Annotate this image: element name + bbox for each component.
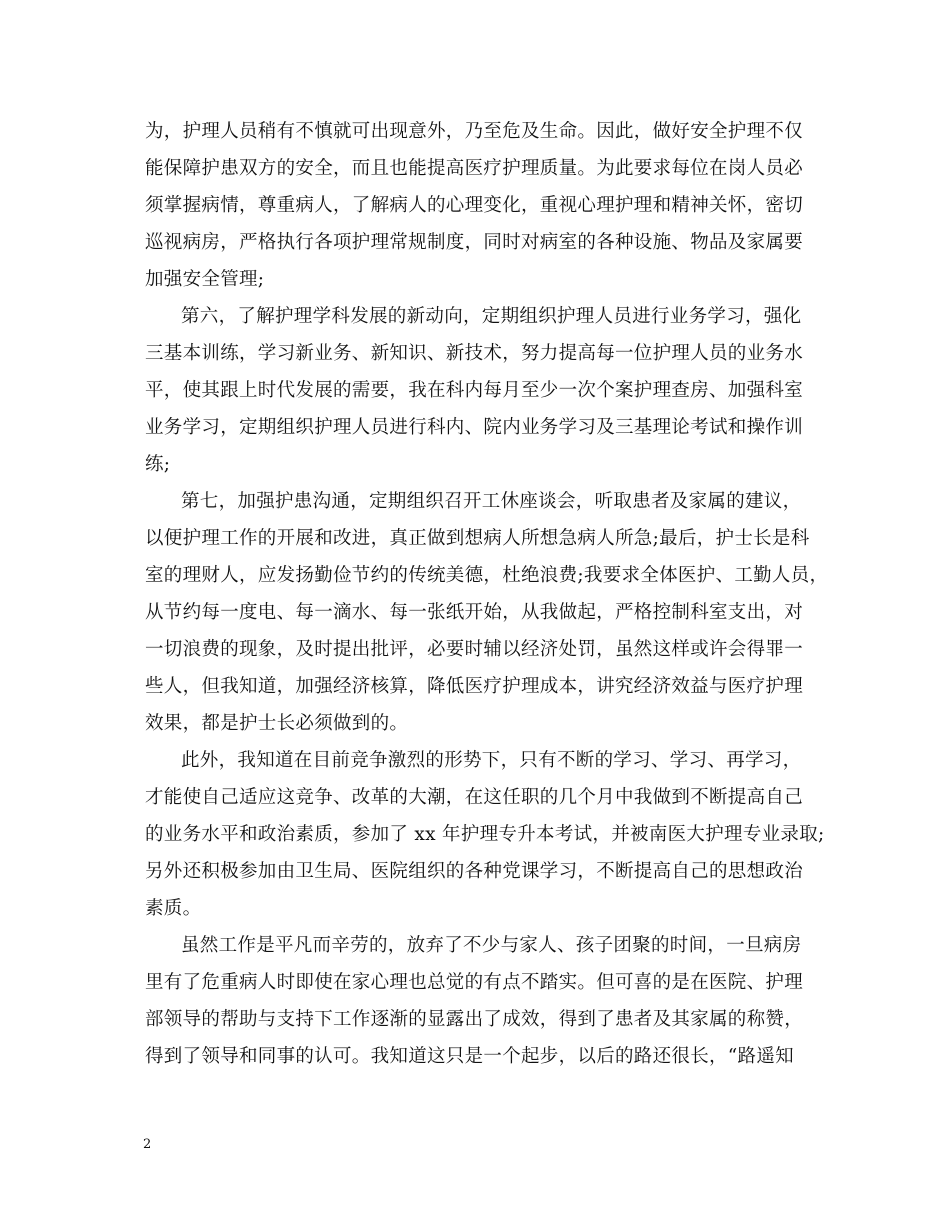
text-line: 平，使其跟上时代发展的需要，我在科内每月至少一次个案护理查房、加强科室 [145, 380, 804, 401]
text-line: 室的理财人，应发扬勤俭节约的传统美德，杜绝浪费;我要求全体医护、工勤人员， [145, 565, 829, 586]
text-line: 巡视病房，严格执行各项护理常规制度，同时对病室的各种设施、物品及家属要 [145, 232, 804, 253]
text-line: 须掌握病情，尊重病人，了解病人的心理变化，重视心理护理和精神关怀，密切 [145, 195, 804, 216]
text-line: 以便护理工作的开展和改进，真正做到想病人所想急病人所急;最后，护士长是科 [145, 528, 810, 549]
text-line: 能保障护患双方的安全，而且也能提高医疗护理质量。为此要求每位在岗人员必 [145, 158, 804, 179]
paragraph-start-line: 第七，加强护患沟通，定期组织召开工休座谈会，听取患者及家属的建议， [181, 491, 802, 512]
text-line: 得到了领导和同事的认可。我知道这只是一个起步，以后的路还很长，“路遥知 [145, 1046, 794, 1067]
text-line: 业务学习，定期组织护理人员进行科内、院内业务学习及三基理论考试和操作训 [145, 417, 804, 438]
paragraph-start-line: 此外，我知道在目前竞争激烈的形势下，只有不断的学习、学习、再学习， [181, 750, 802, 771]
text-line: 为，护理人员稍有不慎就可出现意外，乃至危及生命。因此，做好安全护理不仅 [145, 121, 804, 142]
paragraph-start-line: 第六，了解护理学科发展的新动向，定期组织护理人员进行业务学习，强化 [181, 306, 802, 327]
text-line: 加强安全管理; [145, 269, 265, 290]
text-line: 部领导的帮助与支持下工作逐渐的显露出了成效，得到了患者及其家属的称赞， [145, 1009, 804, 1030]
text-line: 三基本训练，学习新业务、新知识、新技术，努力提高每一位护理人员的业务水 [145, 343, 804, 364]
text-line: 效果，都是护士长必须做到的。 [145, 713, 409, 734]
text-line: 一切浪费的现象，及时提出批评，必要时辅以经济处罚，虽然这样或许会得罪一 [145, 639, 804, 660]
text-line: 些人，但我知道，加强经济核算，降低医疗护理成本，讲究经济效益与医疗护理 [145, 676, 804, 697]
text-line: 才能使自己适应这竞争、改革的大潮，在这任职的几个月中我做到不断提高自己 [145, 787, 804, 808]
text-line: 的业务水平和政治素质，参加了 xx 年护理专升本考试，并被南医大护理专业录取; [145, 824, 825, 845]
paragraph-start-line: 虽然工作是平凡而辛劳的，放弃了不少与家人、孩子团聚的时间，一旦病房 [181, 935, 802, 956]
text-line: 素质。 [145, 898, 202, 919]
text-line: 里有了危重病人时即使在家心理也总觉的有点不踏实。但可喜的是在医院、护理 [145, 972, 804, 993]
text-line: 练; [145, 454, 171, 475]
text-line: 从节约每一度电、每一滴水、每一张纸开始，从我做起，严格控制科室支出，对 [145, 602, 804, 623]
text-line: 另外还积极参加由卫生局、医院组织的各种党课学习，不断提高自己的思想政治 [145, 861, 804, 882]
page-number: 2 [143, 1137, 152, 1152]
